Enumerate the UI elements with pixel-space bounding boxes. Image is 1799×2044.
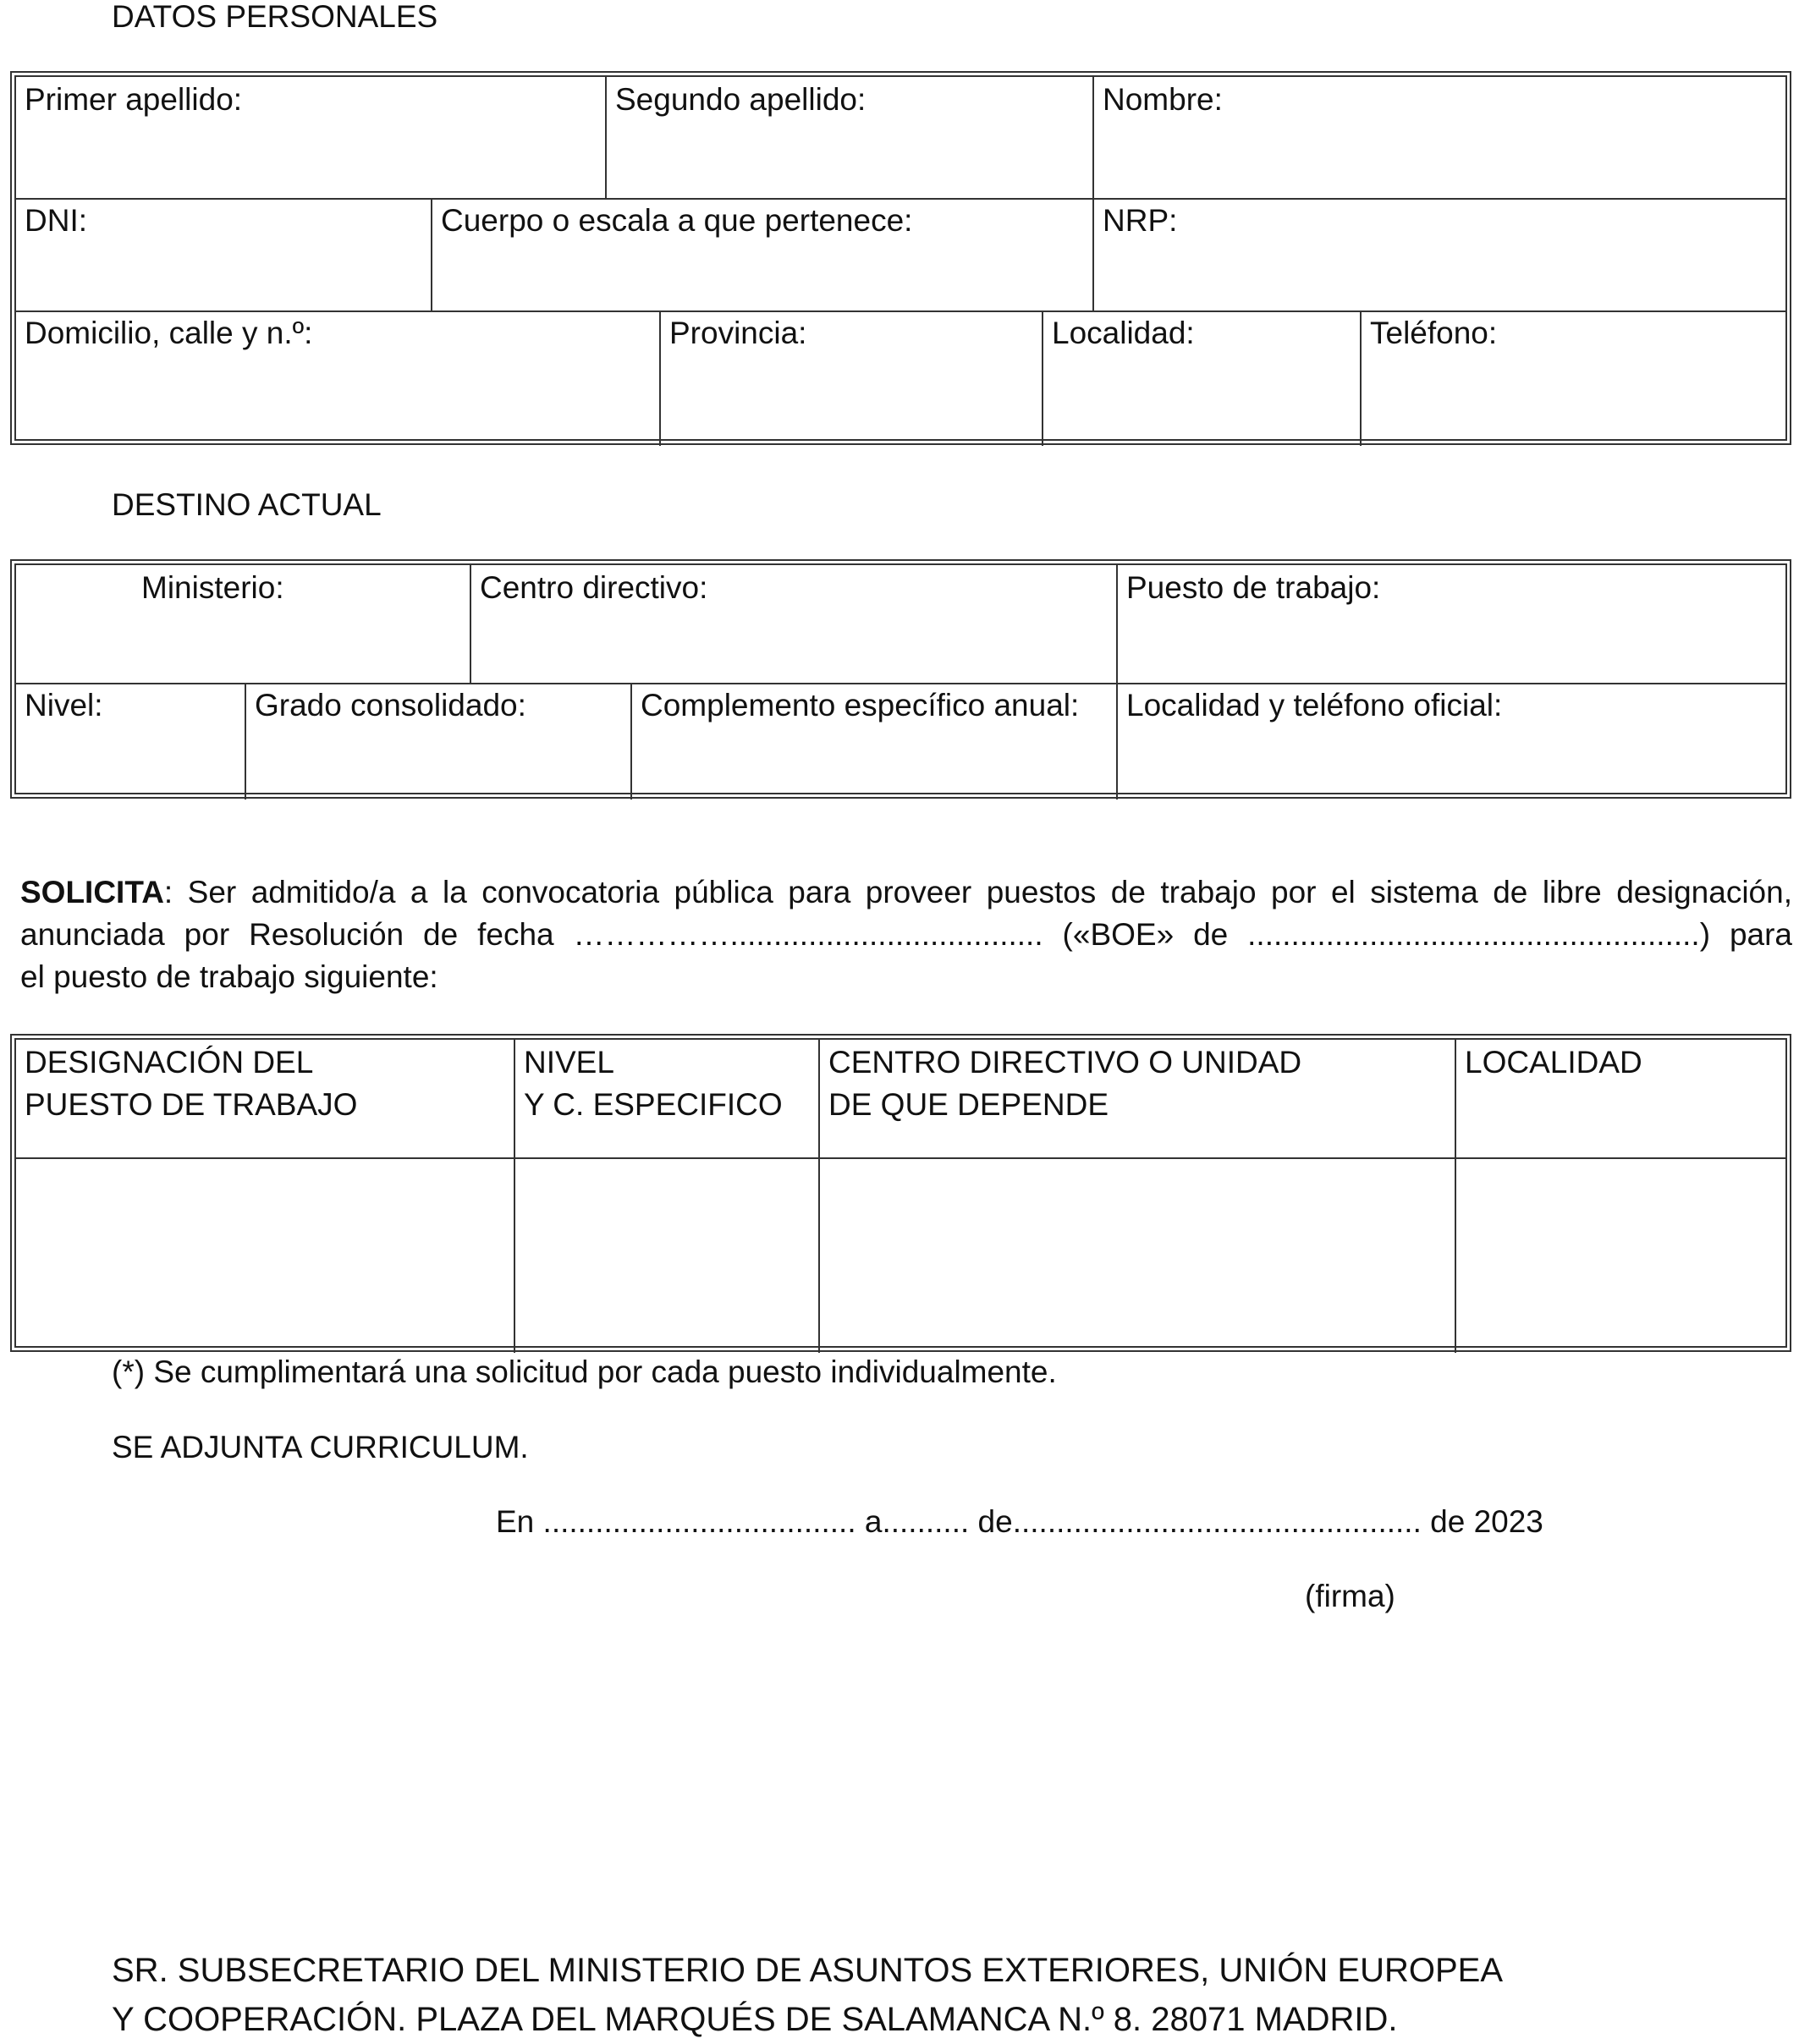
segundo-apellido-label: Segundo apellido:: [615, 82, 866, 117]
boe-fecha-blank: ....................................................) para: [1247, 917, 1792, 952]
solicita-text-2c: («BOE» de: [1062, 917, 1229, 952]
nivel-header-1: NIVEL: [524, 1045, 614, 1080]
solicita-text-3: el puesto de trabajo siguiente:: [20, 959, 438, 994]
addressee-line-2: Y COOPERACIÓN. PLAZA DEL MARQUÉS DE SALAMANCA N.º 8. 28071 MADRID.: [112, 2001, 1398, 2038]
localidad-telefono-oficial-label: Localidad y teléfono oficial:: [1126, 688, 1503, 723]
destino-table: [10, 559, 1791, 799]
puesto-solicitado-table: [10, 1034, 1791, 1352]
date-line: En .................................... a.......... de............................................... de 2023: [496, 1504, 1543, 1539]
centro-header-1: CENTRO DIRECTIVO O UNIDAD: [828, 1045, 1302, 1080]
resolucion-fecha-blank: ……………....................................: [573, 917, 1043, 952]
personal-data-table: [10, 71, 1791, 445]
ministerio-label: Ministerio:: [141, 570, 284, 605]
nivel-header-2: Y C. ESPECIFICO: [524, 1087, 783, 1122]
section-heading-datos-personales: DATOS PERSONALES: [112, 0, 438, 34]
provincia-label: Provincia:: [669, 316, 807, 350]
localidad-label: Localidad:: [1052, 316, 1195, 350]
solicita-keyword: SOLICITA: [20, 875, 164, 909]
cuerpo-label: Cuerpo o escala a que pertenece:: [441, 203, 913, 238]
centro-header-2: DE QUE DEPENDE: [828, 1087, 1109, 1122]
solicita-line-3: [20, 956, 1792, 998]
localidad-header: LOCALIDAD: [1465, 1045, 1642, 1080]
curriculum-note: SE ADJUNTA CURRICULUM.: [112, 1430, 529, 1464]
section-heading-destino-actual: DESTINO ACTUAL: [112, 487, 382, 522]
nivel-label: Nivel:: [25, 688, 103, 723]
individual-note: (*) Se cumplimentará una solicitud por cada puesto individualmente.: [112, 1354, 1057, 1389]
nrp-label: NRP:: [1103, 203, 1178, 238]
solicita-line-1: [20, 871, 1792, 914]
puesto-trabajo-label: Puesto de trabajo:: [1126, 570, 1381, 605]
primer-apellido-label: Primer apellido:: [25, 82, 243, 117]
solicita-text-1: : Ser admitido/a a la convocatoria pública para proveer puestos de trabajo por el sistema de libre designación,: [163, 875, 1792, 909]
domicilio-label: Domicilio, calle y n.º:: [25, 316, 313, 350]
grado-consolidado-label: Grado consolidado:: [255, 688, 526, 723]
firma-label: (firma): [1305, 1579, 1395, 1613]
solicita-line-2: [20, 914, 1792, 956]
complemento-especifico-label: Complemento específico anual:: [641, 688, 1080, 723]
nombre-label: Nombre:: [1103, 82, 1223, 117]
solicita-text-2a: anunciada por Resolución de fecha: [20, 917, 554, 952]
designacion-header-1: DESIGNACIÓN DEL: [25, 1045, 314, 1080]
telefono-label: Teléfono:: [1370, 316, 1498, 350]
designacion-header-2: PUESTO DE TRABAJO: [25, 1087, 358, 1122]
dni-label: DNI:: [25, 203, 87, 238]
addressee-line-1: SR. SUBSECRETARIO DEL MINISTERIO DE ASUNTOS EXTERIORES, UNIÓN EUROPEA: [112, 1952, 1504, 1989]
centro-directivo-label: Centro directivo:: [480, 570, 708, 605]
